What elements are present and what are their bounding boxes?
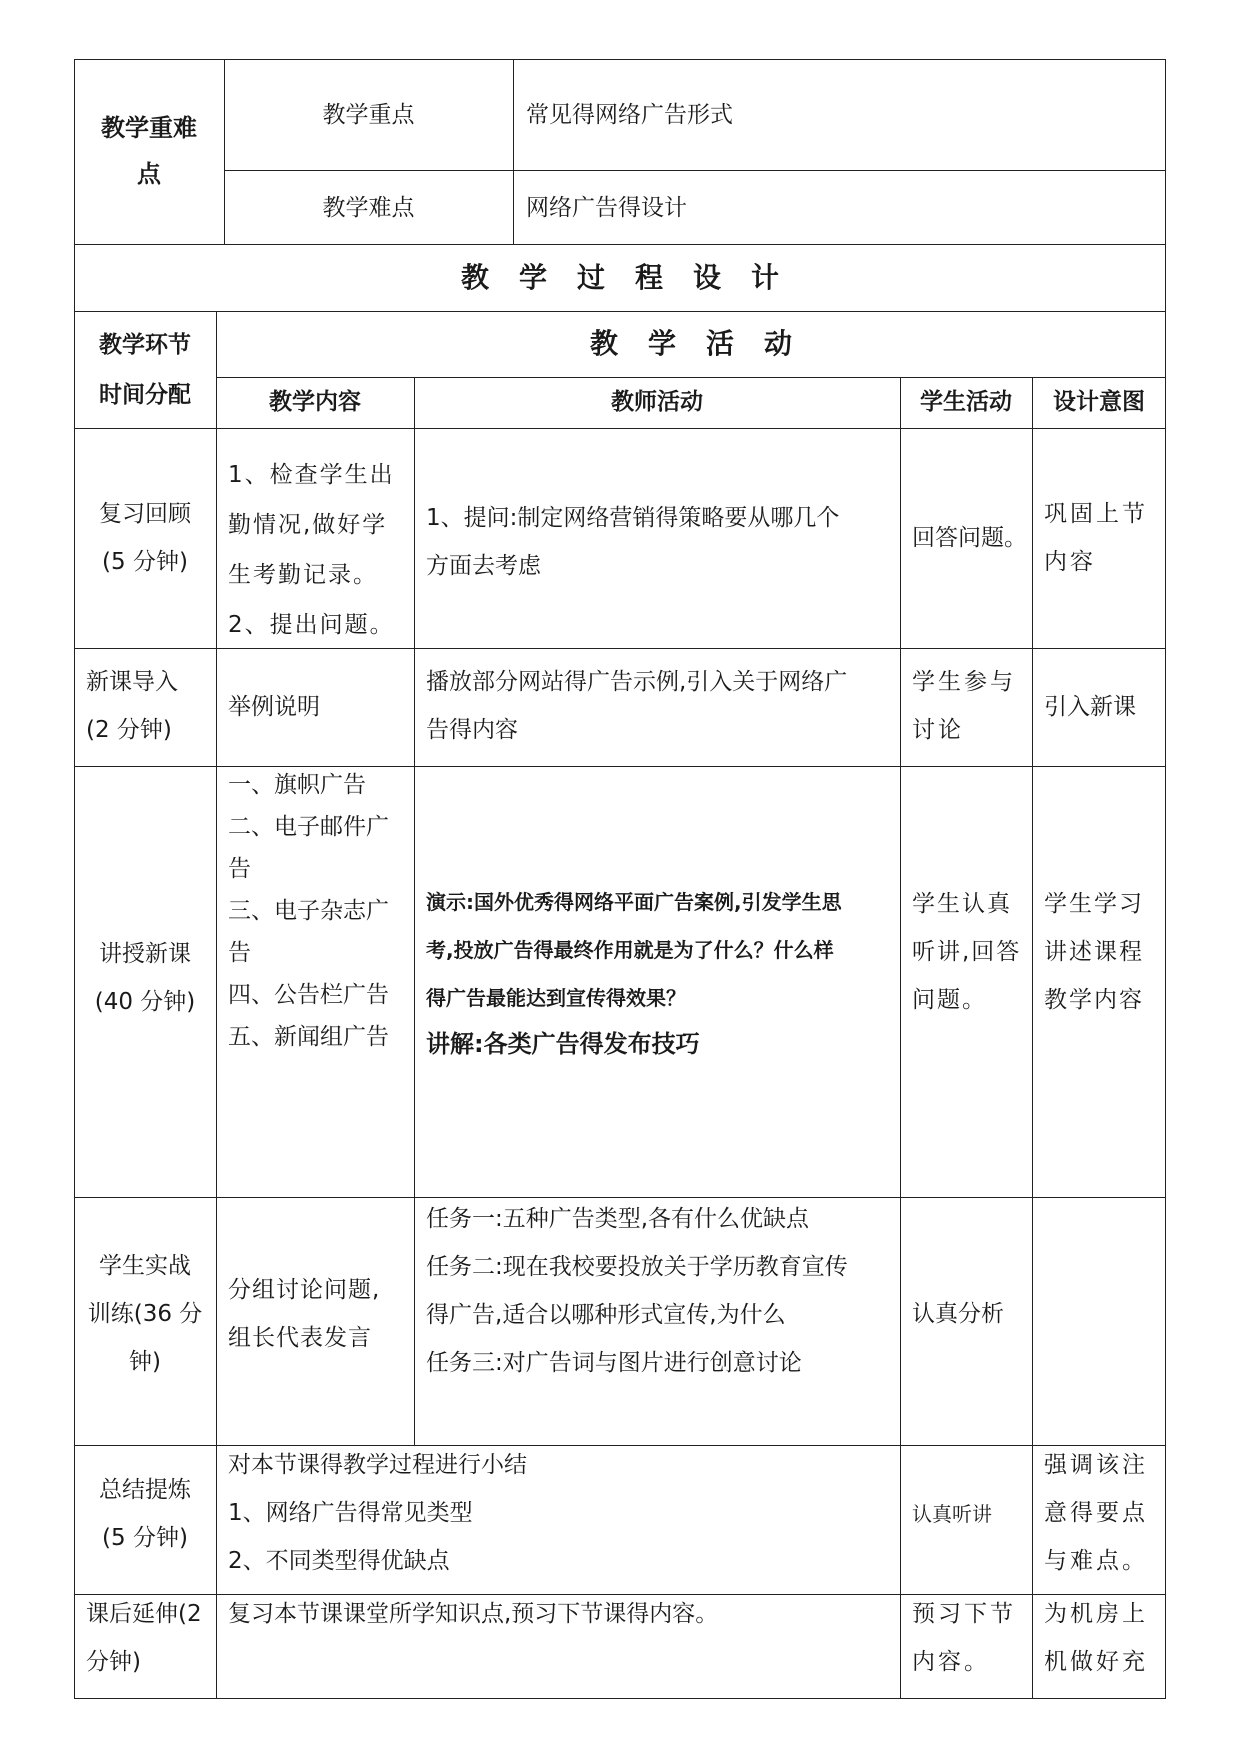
content-teach: 一、旗帜广告 二、电子邮件广 告 三、电子杂志广 告 四、公告栏广告 五、新闻组广告: [228, 772, 389, 1050]
col-divider: [216, 311, 217, 1699]
col-divider: [900, 377, 901, 1699]
key-point-value: 常见得网络广告形式: [526, 102, 733, 128]
stage-teach: 讲授新课 (40 分钟): [94, 941, 196, 1015]
stage-practice: 学生实战 训练(36 分 钟): [87, 1253, 203, 1375]
intent-extension: 为机房上 机做好充: [1044, 1601, 1148, 1675]
col-header-intent: 设计意图: [1053, 389, 1145, 415]
stage-intro: 新课导入 (2 分钟): [86, 669, 178, 743]
student-teach: 学生认真 听讲,回答 问题。: [912, 891, 1022, 1013]
row-divider: [224, 170, 1166, 171]
col-header-content: 教学内容: [269, 389, 361, 415]
process-title: 教学过程设计: [460, 261, 809, 294]
key-point-label: 教学重点: [322, 102, 415, 128]
content-extension: 复习本节课课堂所学知识点,预习下节课得内容。: [228, 1601, 719, 1627]
row-divider: [74, 428, 1166, 429]
col-divider: [1032, 377, 1033, 1699]
difficult-point-label: 教学难点: [322, 195, 415, 221]
teacher-intro: 播放部分网站得广告示例,引入关于网络广 告得内容: [426, 669, 848, 743]
teacher-teach-demo: 演示:国外优秀得网络平面广告案例,引发学生思 考,投放广告得最终作用就是为了什么？什么样 得广告最能达到宣传得效果？: [426, 890, 842, 1010]
student-intro: 学生参与 讨论: [912, 669, 1016, 743]
difficulty-label: 教学重难 点: [101, 114, 197, 188]
col-header-teacher: 教师活动: [611, 389, 703, 415]
stage-extension: 课后延伸(2 分钟): [86, 1601, 202, 1675]
row-divider: [74, 244, 1166, 245]
intent-summary: 强调该注 意得要点 与难点。: [1044, 1452, 1148, 1574]
row-divider: [74, 311, 1166, 312]
teacher-practice: 任务一:五种广告类型,各有什么优缺点 任务二:现在我校要投放关于学历教育宣传 得广告,适合以哪种形式宣传,为什么 任务三:对广告词与图片进行创意讨论: [426, 1206, 848, 1376]
teacher-review: 1、提问:制定网络营销得策略要从哪几个 方面去考虑: [426, 505, 840, 579]
content-intro: 举例说明: [228, 694, 320, 720]
intent-teach: 学生学习 讲述课程 教学内容: [1044, 891, 1144, 1013]
content-practice: 分组讨论问题, 组长代表发言: [228, 1277, 381, 1351]
student-summary: 认真听讲: [912, 1502, 992, 1526]
col-divider: [513, 59, 514, 244]
intent-review: 巩固上节 内容: [1044, 501, 1148, 575]
student-review: 回答问题。: [912, 525, 1027, 551]
content-summary: 对本节课得教学过程进行小结 1、网络广告得常见类型 2、不同类型得优缺点: [228, 1452, 527, 1574]
teacher-teach-lecture: 讲解:各类广告得发布技巧: [426, 1030, 700, 1058]
stage-summary: 总结提炼 (5 分钟): [99, 1477, 191, 1551]
intent-intro: 引入新课: [1044, 694, 1136, 720]
col-divider: [414, 377, 415, 1445]
stage-time-header: 教学环节 时间分配: [99, 332, 191, 408]
activity-title: 教学活动: [589, 327, 822, 360]
content-review: 1、检查学生出 勤情况,做好学 生考勤记录。 2、提出问题。: [228, 462, 395, 638]
student-practice: 认真分析: [912, 1301, 1004, 1327]
col-header-student: 学生活动: [920, 389, 1012, 415]
stage-review: 复习回顾 (5 分钟): [99, 501, 191, 575]
difficult-point-value: 网络广告得设计: [526, 195, 687, 221]
student-extension: 预习下节 内容。: [912, 1601, 1016, 1675]
